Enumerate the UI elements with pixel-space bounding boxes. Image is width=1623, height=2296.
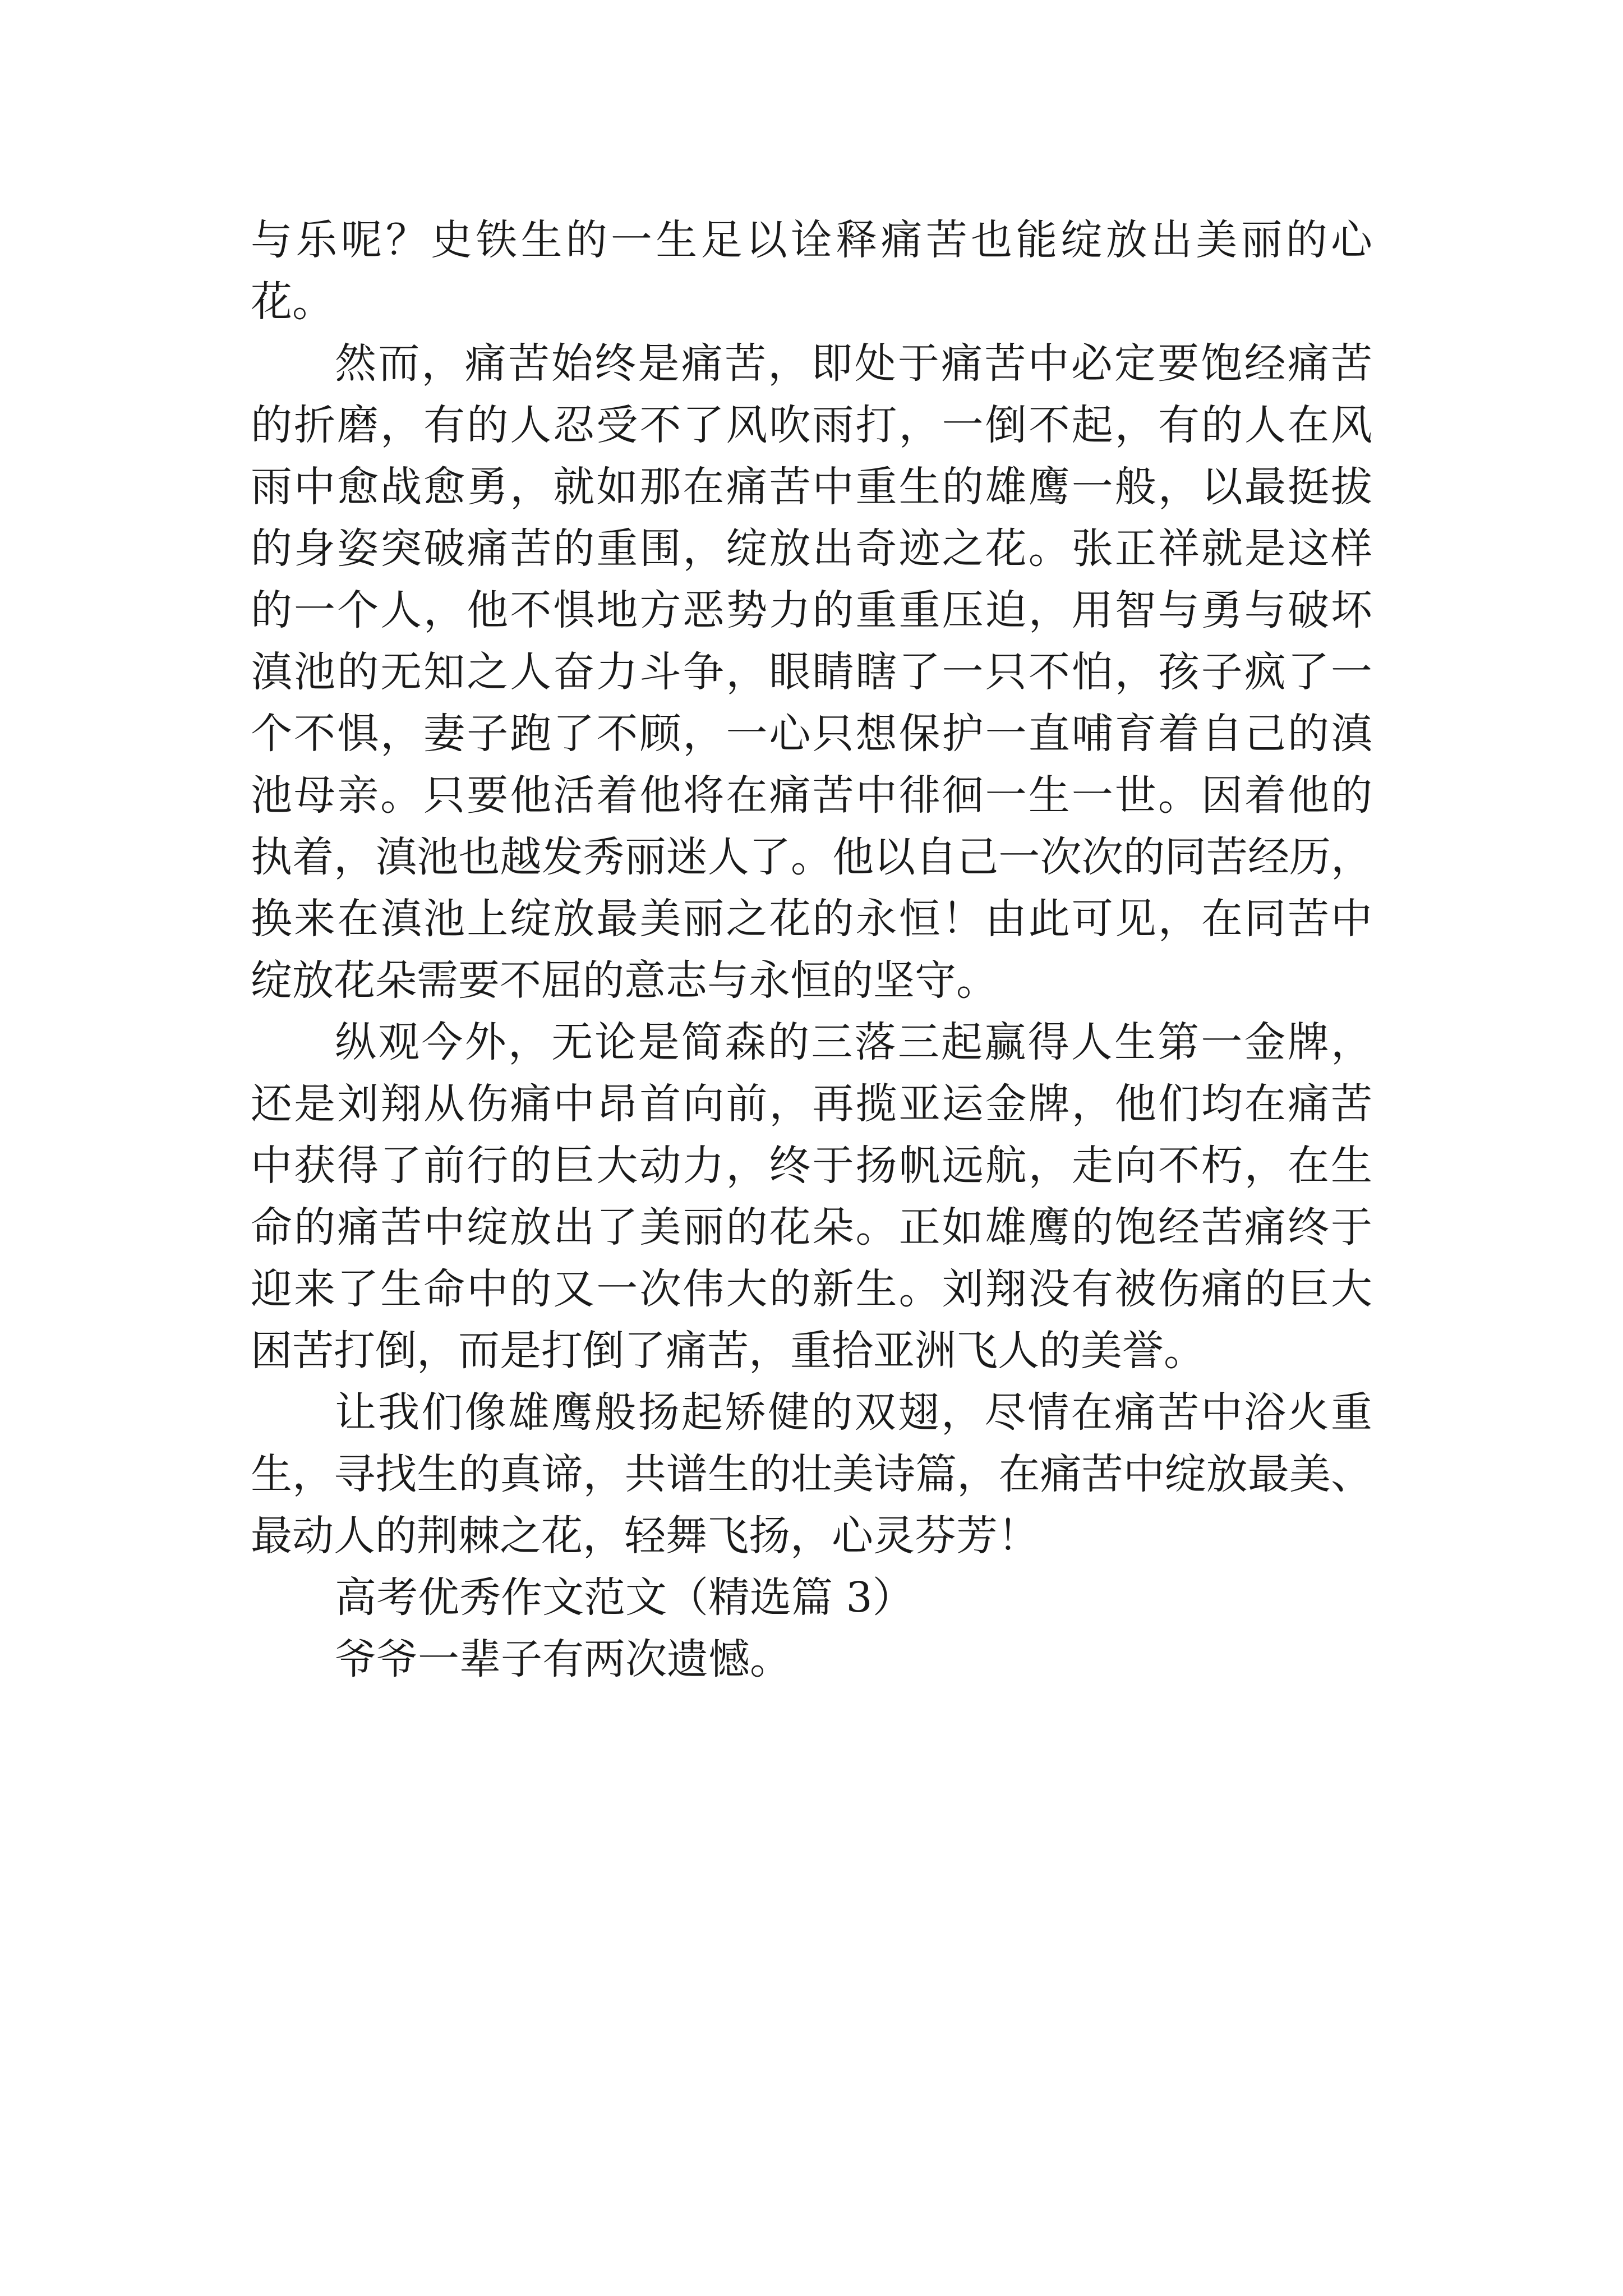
paragraph-line: 困苦打倒，而是打倒了痛苦，重拾亚洲飞人的美誉。 <box>251 1327 1205 1375</box>
paragraph-line: 花。 <box>251 278 334 326</box>
paragraph-line: 的一个人，他不惧地方恶势力的重重压迫，用智与勇与破坏 <box>251 586 1372 634</box>
paragraph-first-line: 纵观今外，无论是简森的三落三起赢得人生第一金牌， <box>335 1018 1372 1066</box>
paragraph-line: 命的痛苦中绽放出了美丽的花朵。正如雄鹰的饱经苦痛终于 <box>251 1203 1372 1251</box>
paragraph-line: 的折磨，有的人忍受不了风吹雨打，一倒不起，有的人在风 <box>251 401 1372 449</box>
paragraph-line: 与乐呢？史铁生的一生足以诠释痛苦也能绽放出美丽的心 <box>251 216 1372 264</box>
paragraph-line: 个不惧，妻子跑了不顾，一心只想保护一直哺育着自己的滇 <box>251 710 1372 758</box>
paragraph-line: 还是刘翔从伤痛中昂首向前，再揽亚运金牌，他们均在痛苦 <box>251 1080 1372 1128</box>
paragraph-line: 池母亲。只要他活着他将在痛苦中徘徊一生一世。因着他的 <box>251 771 1372 820</box>
section-heading: 高考优秀作文范文（精选篇 3） <box>335 1573 914 1622</box>
paragraph-line: 最动人的荆棘之花，轻舞飞扬，心灵芬芳！ <box>251 1512 1039 1560</box>
paragraph-first-line: 爷爷一辈子有两次遗憾。 <box>335 1635 791 1683</box>
paragraph-first-line: 让我们像雄鹰般扬起矫健的双翅，尽情在痛苦中浴火重 <box>335 1388 1372 1437</box>
document-body <box>251 210 1372 1691</box>
paragraph-first-line: 然而，痛苦始终是痛苦，即处于痛苦中必定要饱经痛苦 <box>335 339 1372 388</box>
paragraph-line: 绽放花朵需要不屈的意志与永恒的坚守。 <box>251 956 998 1005</box>
paragraph-line: 换来在滇池上绽放最美丽之花的永恒！由此可见，在同苦中 <box>251 895 1372 943</box>
paragraph-line: 滇池的无知之人奋力斗争，眼睛瞎了一只不怕，孩子疯了一 <box>251 648 1372 696</box>
paragraph-line: 执着，滇池也越发秀丽迷人了。他以自己一次次的同苦经历， <box>251 833 1372 881</box>
paragraph-line: 的身姿突破痛苦的重围，绽放出奇迹之花。张正祥就是这样 <box>251 524 1372 573</box>
paragraph-line: 生，寻找生的真谛，共谱生的壮美诗篇，在痛苦中绽放最美、 <box>251 1450 1372 1498</box>
paragraph-line: 雨中愈战愈勇，就如那在痛苦中重生的雄鹰一般，以最挺拔 <box>251 463 1372 511</box>
paragraph-line: 迎来了生命中的又一次伟大的新生。刘翔没有被伤痛的巨大 <box>251 1265 1372 1313</box>
paragraph-line: 中获得了前行的巨大动力，终于扬帆远航，走向不朽，在生 <box>251 1142 1372 1190</box>
